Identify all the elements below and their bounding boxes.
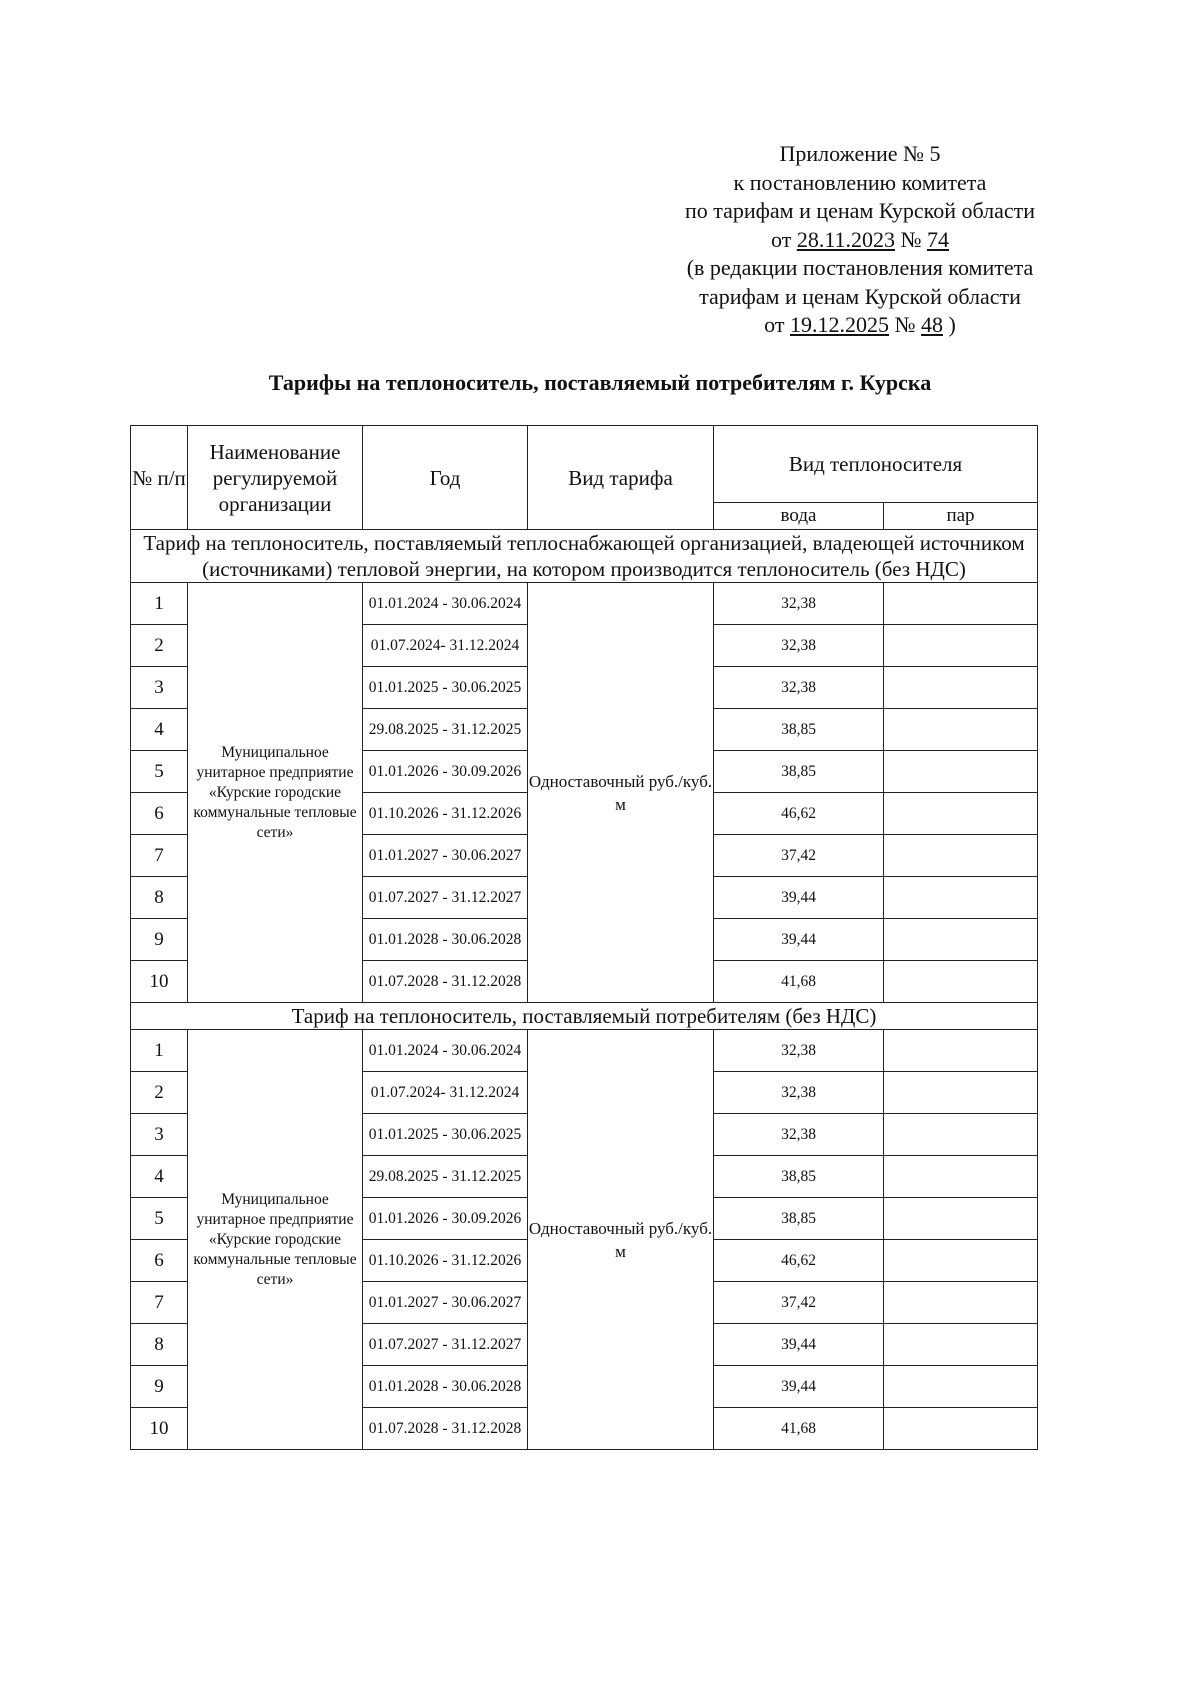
tariff-period: 01.01.2025 - 30.06.2025	[363, 667, 528, 709]
steam-price	[884, 751, 1038, 793]
tariff-period: 01.07.2024- 31.12.2024	[363, 625, 528, 667]
row-number: 6	[131, 1240, 188, 1282]
tariff-period: 01.07.2027 - 31.12.2027	[363, 877, 528, 919]
tariff-period: 01.07.2028 - 31.12.2028	[363, 961, 528, 1003]
row-number: 10	[131, 1408, 188, 1450]
steam-price	[884, 1072, 1038, 1114]
revision-number-sign: №	[894, 312, 916, 337]
row-number: 6	[131, 793, 188, 835]
water-price: 46,62	[714, 793, 884, 835]
tariff-period: 01.01.2026 - 30.09.2026	[363, 1198, 528, 1240]
tariff-table	[130, 425, 1038, 1450]
tariff-type: Одноставочный руб./куб. м	[528, 583, 714, 1003]
revision-date-line	[600, 311, 1120, 340]
row-number: 9	[131, 919, 188, 961]
row-number: 3	[131, 1114, 188, 1156]
row-number: 2	[131, 625, 188, 667]
tariff-period: 01.01.2024 - 30.06.2024	[363, 583, 528, 625]
water-price: 39,44	[714, 919, 884, 961]
water-price: 37,42	[714, 1282, 884, 1324]
water-price: 39,44	[714, 877, 884, 919]
row-number: 4	[131, 709, 188, 751]
appendix-date-line	[600, 226, 1120, 255]
water-price: 37,42	[714, 835, 884, 877]
steam-price	[884, 1408, 1038, 1450]
water-price: 32,38	[714, 1114, 884, 1156]
steam-price	[884, 1198, 1038, 1240]
tariff-period: 01.01.2024 - 30.06.2024	[363, 1030, 528, 1072]
tariff-period: 01.07.2024- 31.12.2024	[363, 1072, 528, 1114]
tariff-period: 29.08.2025 - 31.12.2025	[363, 1156, 528, 1198]
tariff-period: 01.01.2026 - 30.09.2026	[363, 751, 528, 793]
row-number: 1	[131, 583, 188, 625]
appendix-committee: по тарифам и ценам Курской области	[684, 198, 1036, 223]
tariff-period: 01.01.2028 - 30.06.2028	[363, 1366, 528, 1408]
tariff-period: 01.10.2026 - 31.12.2026	[363, 793, 528, 835]
water-price: 32,38	[714, 1072, 884, 1114]
appendix-number: Приложение № 5	[779, 141, 941, 166]
revision-note: (в редакции постановления комитета	[686, 255, 1034, 280]
resolution-date: 28.11.2023	[796, 226, 895, 252]
row-number: 4	[131, 1156, 188, 1198]
revision-close-paren: )	[948, 312, 956, 337]
water-price: 32,38	[714, 1030, 884, 1072]
tariff-period: 29.08.2025 - 31.12.2025	[363, 709, 528, 751]
water-price: 41,68	[714, 961, 884, 1003]
steam-price	[884, 583, 1038, 625]
revision-number: 48	[921, 312, 943, 337]
water-price: 38,85	[714, 1156, 884, 1198]
row-number: 7	[131, 835, 188, 877]
col-header-num: № п/п	[131, 426, 188, 530]
tariff-type: Одноставочный руб./куб. м	[528, 1030, 714, 1450]
water-price: 38,85	[714, 709, 884, 751]
water-price: 39,44	[714, 1366, 884, 1408]
row-number: 2	[131, 1072, 188, 1114]
tariff-period: 01.07.2027 - 31.12.2027	[363, 1324, 528, 1366]
row-number: 7	[131, 1282, 188, 1324]
row-number: 8	[131, 877, 188, 919]
steam-price	[884, 1282, 1038, 1324]
steam-price	[884, 835, 1038, 877]
steam-price	[884, 919, 1038, 961]
steam-price	[884, 1114, 1038, 1156]
water-price: 32,38	[714, 625, 884, 667]
row-number: 1	[131, 1030, 188, 1072]
appendix-resolution: к постановлению комитета	[733, 169, 987, 195]
organization-name: Муниципальное унитарное предприятие «Курские городские коммунальные тепловые сети»	[188, 583, 363, 1003]
water-price: 39,44	[714, 1324, 884, 1366]
document-title: Тарифы на теплоноситель, поставляемый потребителям г. Курска	[268, 370, 932, 395]
water-price: 46,62	[714, 1240, 884, 1282]
steam-price	[884, 1030, 1038, 1072]
row-number: 10	[131, 961, 188, 1003]
water-price: 38,85	[714, 751, 884, 793]
table-body	[131, 530, 1038, 1450]
col-header-water: вода	[714, 503, 884, 530]
water-price: 38,85	[714, 1198, 884, 1240]
table-header-row	[131, 426, 1038, 503]
water-price: 32,38	[714, 667, 884, 709]
resolution-number: 74	[927, 226, 949, 252]
steam-price	[884, 1240, 1038, 1282]
water-price: 32,38	[714, 583, 884, 625]
col-header-tariff-type: Вид тарифа	[528, 426, 714, 530]
row-number: 8	[131, 1324, 188, 1366]
steam-price	[884, 793, 1038, 835]
appendix-header	[600, 140, 1120, 340]
steam-price	[884, 961, 1038, 1003]
steam-price	[884, 1366, 1038, 1408]
section-heading: Тариф на теплоноситель, поставляемый потребителям (без НДС)	[131, 1003, 1038, 1030]
steam-price	[884, 1156, 1038, 1198]
row-number: 5	[131, 751, 188, 793]
section-heading-row	[131, 530, 1038, 583]
tariff-period: 01.07.2028 - 31.12.2028	[363, 1408, 528, 1450]
tariff-period: 01.01.2028 - 30.06.2028	[363, 919, 528, 961]
tariff-period: 01.01.2027 - 30.06.2027	[363, 835, 528, 877]
section-heading-row	[131, 1003, 1038, 1030]
col-header-heat-carrier: Вид теплоносителя	[714, 426, 1038, 503]
steam-price	[884, 709, 1038, 751]
water-price: 41,68	[714, 1408, 884, 1450]
row-number: 5	[131, 1198, 188, 1240]
tariff-period: 01.10.2026 - 31.12.2026	[363, 1240, 528, 1282]
col-header-organization: Наименование регулируемой организации	[188, 426, 363, 530]
table-row	[131, 583, 1038, 625]
row-number: 9	[131, 1366, 188, 1408]
tariff-period: 01.01.2027 - 30.06.2027	[363, 1282, 528, 1324]
number-sign: №	[900, 226, 922, 252]
table-row	[131, 1030, 1038, 1072]
row-number: 3	[131, 667, 188, 709]
steam-price	[884, 667, 1038, 709]
col-header-year: Год	[363, 426, 528, 530]
revision-committee: тарифам и ценам Курской области	[699, 283, 1021, 309]
revision-date-prefix: от	[764, 312, 785, 337]
col-header-steam: пар	[884, 503, 1038, 530]
steam-price	[884, 625, 1038, 667]
organization-name: Муниципальное унитарное предприятие «Курские городские коммунальные тепловые сети»	[188, 1030, 363, 1450]
tariff-period: 01.01.2025 - 30.06.2025	[363, 1114, 528, 1156]
steam-price	[884, 877, 1038, 919]
section-heading: Тариф на теплоноситель, поставляемый теплоснабжающей организацией, владеющей источником (источниками) тепловой энергии, на котором производится теплоноситель (без НДС)	[131, 530, 1038, 583]
steam-price	[884, 1324, 1038, 1366]
revision-date: 19.12.2025	[790, 312, 889, 337]
date-prefix: от	[770, 226, 792, 252]
